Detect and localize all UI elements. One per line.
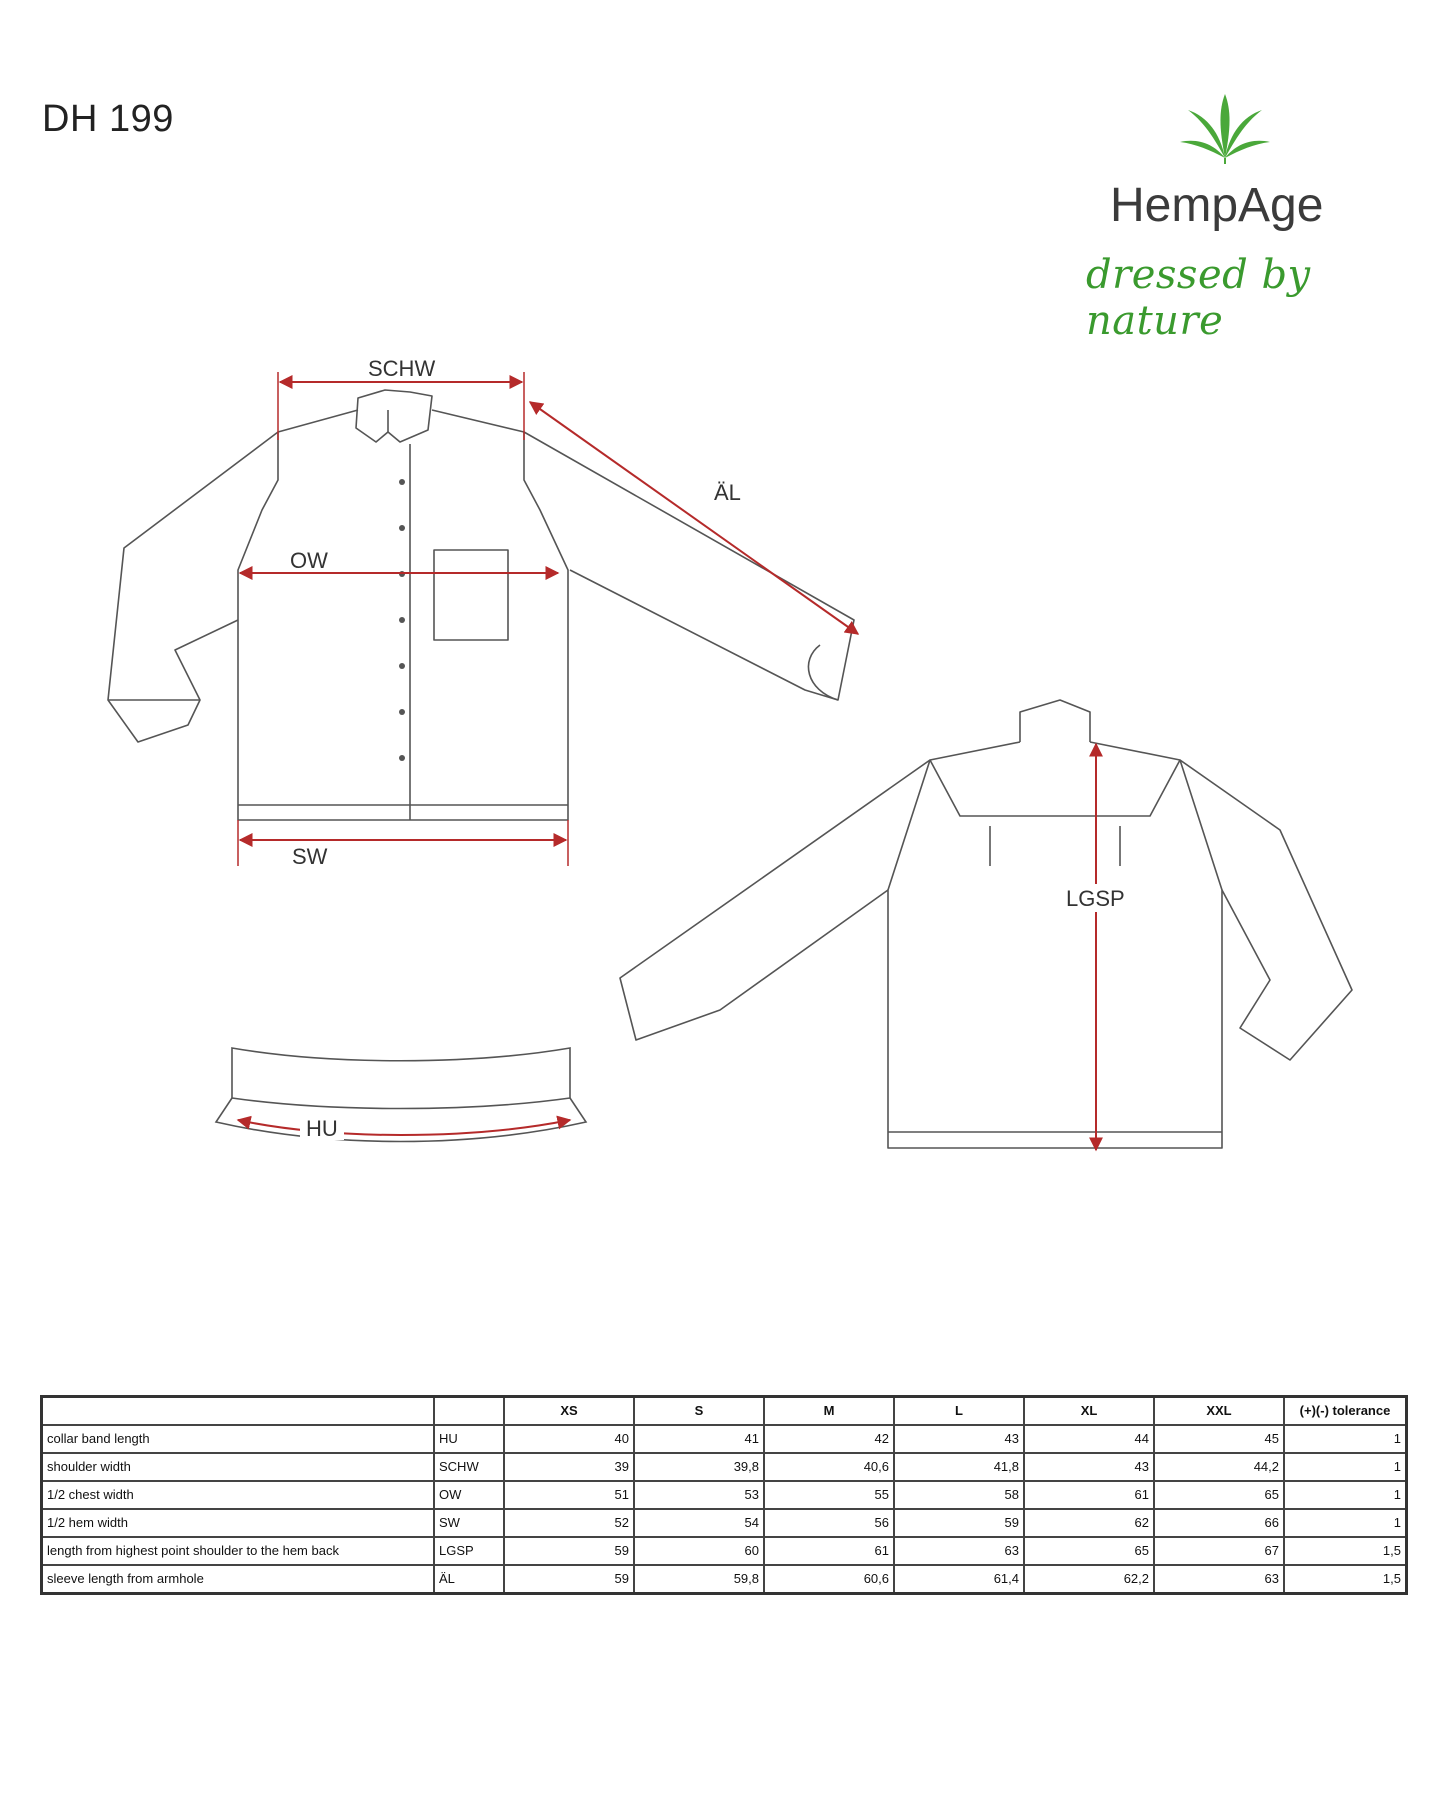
value-cell: 43 [1024, 1453, 1154, 1481]
tolerance-cell: 1 [1284, 1509, 1407, 1537]
value-cell: 51 [504, 1481, 634, 1509]
row-code: LGSP [434, 1537, 504, 1565]
shirt-front-view [108, 390, 854, 820]
size-header-xxl: XXL [1154, 1397, 1284, 1426]
size-header-m: M [764, 1397, 894, 1426]
value-cell: 66 [1154, 1509, 1284, 1537]
header-empty-label [42, 1397, 435, 1426]
value-cell: 45 [1154, 1425, 1284, 1453]
table-row [42, 1425, 1407, 1453]
value-cell: 44 [1024, 1425, 1154, 1453]
value-cell: 53 [634, 1481, 764, 1509]
tolerance-cell: 1,5 [1284, 1565, 1407, 1594]
value-cell: 44,2 [1154, 1453, 1284, 1481]
size-header-l: L [894, 1397, 1024, 1426]
value-cell: 59 [504, 1537, 634, 1565]
value-cell: 60,6 [764, 1565, 894, 1594]
size-table-header [42, 1397, 1407, 1426]
row-label: collar band length [42, 1425, 435, 1453]
size-header-s: S [634, 1397, 764, 1426]
size-header-xl: XL [1024, 1397, 1154, 1426]
table-row [42, 1565, 1407, 1594]
label-sw: SW [292, 844, 328, 869]
button-marks [399, 479, 405, 761]
value-cell: 62 [1024, 1509, 1154, 1537]
model-code: DH 199 [42, 98, 174, 140]
row-label: length from highest point shoulder to the hem back [42, 1537, 435, 1565]
value-cell: 62,2 [1024, 1565, 1154, 1594]
value-cell: 42 [764, 1425, 894, 1453]
table-row [42, 1509, 1407, 1537]
measurement-arrow-hu [238, 1120, 570, 1135]
value-cell: 63 [1154, 1565, 1284, 1594]
value-cell: 41 [634, 1425, 764, 1453]
shirt-back-view [620, 700, 1352, 1148]
value-cell: 59 [504, 1565, 634, 1594]
row-code: SCHW [434, 1453, 504, 1481]
value-cell: 41,8 [894, 1453, 1024, 1481]
value-cell: 54 [634, 1509, 764, 1537]
value-cell: 65 [1154, 1481, 1284, 1509]
row-label: sleeve length from armhole [42, 1565, 435, 1594]
value-cell: 61 [764, 1537, 894, 1565]
value-cell: 65 [1024, 1537, 1154, 1565]
value-cell: 61,4 [894, 1565, 1024, 1594]
size-table-container [40, 1395, 1408, 1595]
row-label: 1/2 hem width [42, 1509, 435, 1537]
value-cell: 56 [764, 1509, 894, 1537]
value-cell: 59 [894, 1509, 1024, 1537]
tolerance-header: (+)(-) tolerance [1284, 1397, 1407, 1426]
row-code: ÄL [434, 1565, 504, 1594]
tolerance-cell: 1,5 [1284, 1537, 1407, 1565]
label-lgsp: LGSP [1066, 886, 1125, 911]
tolerance-cell: 1 [1284, 1481, 1407, 1509]
table-row [42, 1453, 1407, 1481]
label-schw: SCHW [368, 356, 436, 381]
value-cell: 60 [634, 1537, 764, 1565]
value-cell: 52 [504, 1509, 634, 1537]
value-cell: 67 [1154, 1537, 1284, 1565]
tolerance-cell: 1 [1284, 1425, 1407, 1453]
header-empty-code [434, 1397, 504, 1426]
value-cell: 43 [894, 1425, 1024, 1453]
row-label: 1/2 chest width [42, 1481, 435, 1509]
row-code: OW [434, 1481, 504, 1509]
value-cell: 63 [894, 1537, 1024, 1565]
table-row [42, 1537, 1407, 1565]
value-cell: 40,6 [764, 1453, 894, 1481]
row-label: shoulder width [42, 1453, 435, 1481]
label-al: ÄL [714, 480, 741, 505]
label-hu: HU [306, 1116, 338, 1141]
table-row [42, 1481, 1407, 1509]
value-cell: 59,8 [634, 1565, 764, 1594]
value-cell: 40 [504, 1425, 634, 1453]
tolerance-cell: 1 [1284, 1453, 1407, 1481]
row-code: HU [434, 1425, 504, 1453]
row-code: SW [434, 1509, 504, 1537]
value-cell: 39,8 [634, 1453, 764, 1481]
value-cell: 55 [764, 1481, 894, 1509]
size-header-xs: XS [504, 1397, 634, 1426]
value-cell: 39 [504, 1453, 634, 1481]
brand-slogan: dressed by nature [1086, 252, 1311, 344]
size-table [40, 1395, 1408, 1595]
value-cell: 58 [894, 1481, 1024, 1509]
brand-name: HempAge [1110, 179, 1324, 232]
value-cell: 61 [1024, 1481, 1154, 1509]
label-ow: OW [290, 548, 328, 573]
